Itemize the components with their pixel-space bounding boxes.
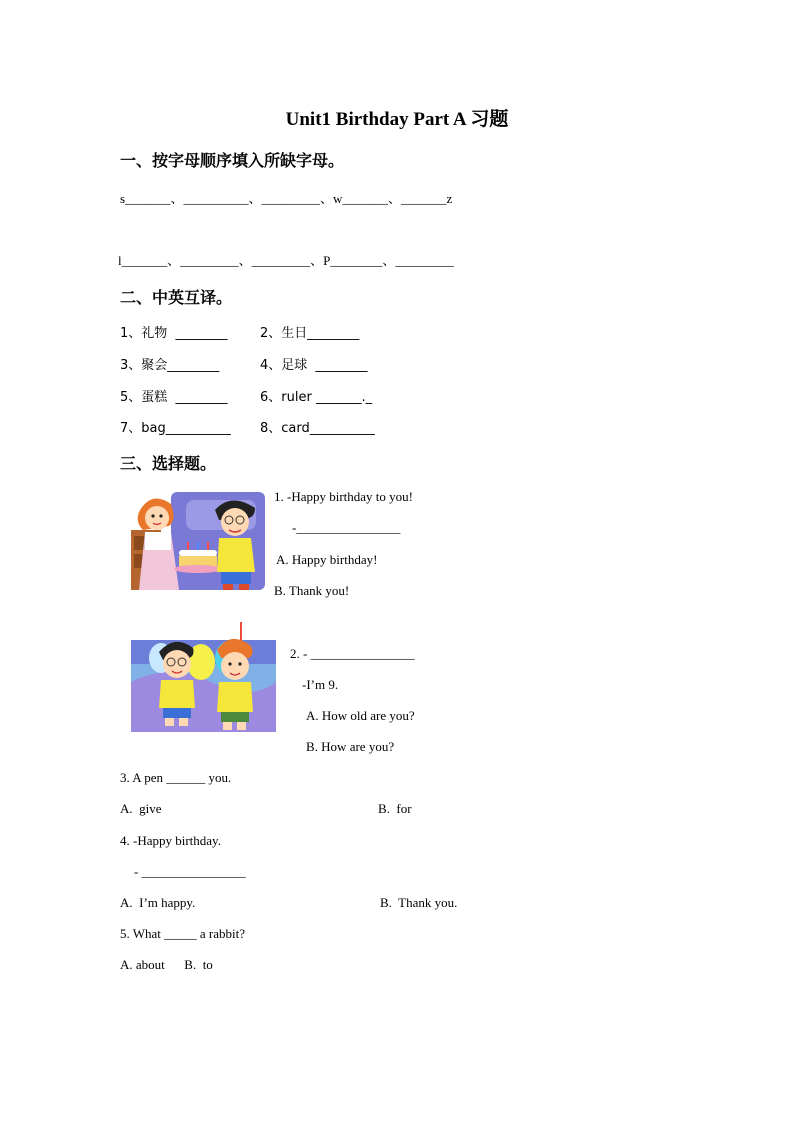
q2-question: 2. - ________________	[290, 646, 415, 661]
birthday-cake-illustration	[131, 490, 265, 590]
q3-option-a: A. give	[120, 801, 162, 816]
vocab-item-7: 7、bag__________	[120, 421, 231, 436]
section2-heading: 二、中英互译。	[120, 288, 233, 307]
vocab-item-6: 6、ruler _______._	[260, 390, 373, 405]
q4-question: 4. -Happy birthday.	[120, 833, 221, 848]
vocab-item-1: 1、礼物 ________	[120, 326, 228, 341]
q1-option-b: B. Thank you!	[274, 583, 350, 598]
section1-heading: 一、按字母顺序填入所缺字母。	[120, 151, 345, 170]
q1-option-a: A. Happy birthday!	[276, 552, 378, 567]
q3-option-b: B. for	[378, 801, 412, 816]
q2-option-a: A. How old are you?	[306, 708, 415, 723]
q3-question: 3. A pen ______ you.	[120, 770, 232, 785]
vocab-item-4: 4、足球 ________	[260, 358, 368, 373]
vocab-item-5: 5、蛋糕 ________	[120, 390, 228, 405]
q4-option-a: A. I’m happy.	[120, 895, 196, 910]
q2-option-b: B. How are you?	[306, 739, 395, 754]
vocab-item-8: 8、card__________	[260, 421, 375, 436]
q1-blank: -________________	[292, 520, 401, 535]
vocab-item-2: 2、生日________	[260, 326, 360, 341]
vocab-item-3: 3、聚会________	[120, 358, 220, 373]
letters-row-2: l_______、_________、_________、P________、_________	[118, 253, 454, 268]
q5-question: 5. What _____ a rabbit?	[120, 926, 246, 941]
letters-row-1: s_______、__________、_________、w_______、_______z	[120, 191, 453, 206]
q4-blank: - ________________	[134, 864, 246, 879]
section3-heading: 三、选择题。	[120, 454, 217, 473]
q4-option-b: B. Thank you.	[380, 895, 458, 910]
q2-answer: -I’m 9.	[302, 677, 339, 692]
q5-options: A. about B. to	[120, 957, 213, 972]
two-boys-illustration	[131, 622, 276, 732]
page-title: Unit1 Birthday Part A 习题	[285, 109, 509, 130]
q1-question: 1. -Happy birthday to you!	[274, 489, 414, 504]
